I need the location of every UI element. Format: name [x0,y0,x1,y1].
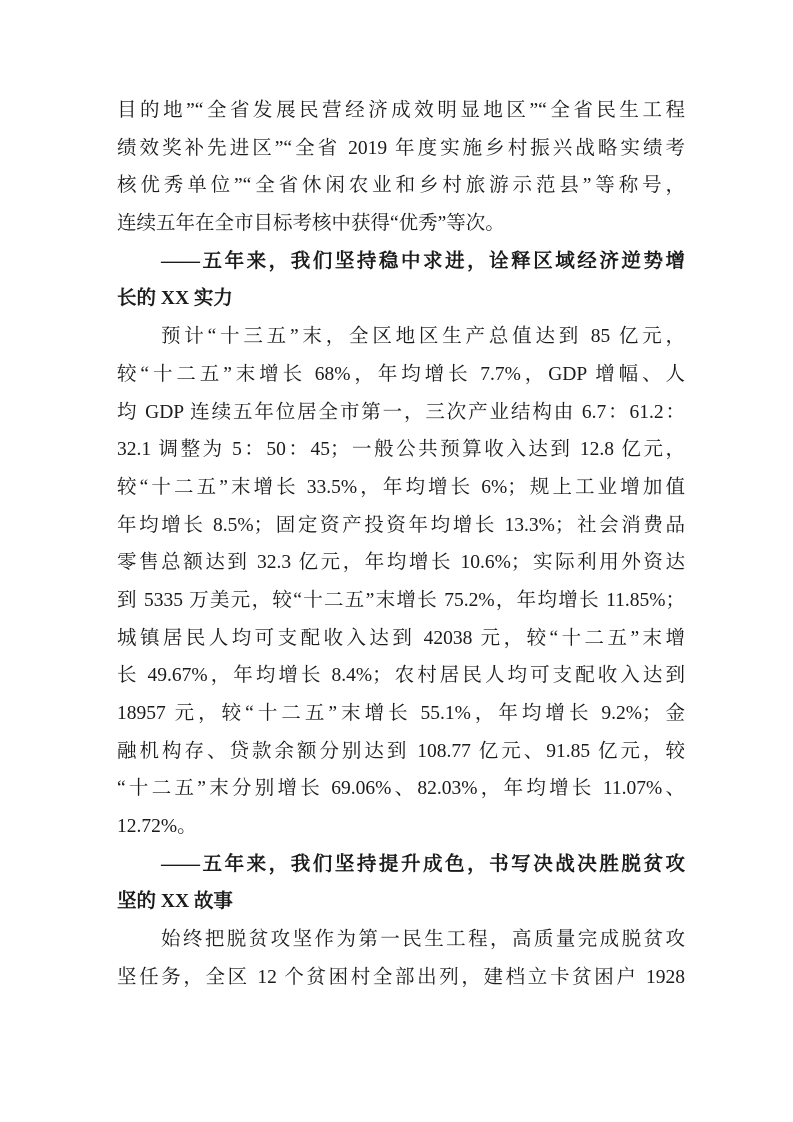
text-line: 较“十二五”末增长 68%，年均增长 7.7%，GDP 增幅、人 [117,363,685,385]
document-page-body [117,92,685,997]
text-line: “十二五”末分别增长 69.06%、82.03%，年均增长 11.07%、 [117,778,685,800]
text-line: 18957 元，较“十二五”末增长 55.1%，年均增长 9.2%；金 [117,703,685,724]
section-heading-line: ——五年来，我们坚持稳中求进，诠释区域经济逆势增 [161,250,685,272]
text-line: 32.1 调整为 5：50：45；一般公共预算收入达到 12.8 亿元， [117,439,685,461]
text-line: 连续五年在全市目标考核中获得“优秀”等次。 [117,213,505,235]
text-line: 12.72%。 [117,816,197,838]
text-line: 均 GDP 连续五年位居全市第一，三次产业结构由 6.7：61.2： [117,401,685,423]
section-heading-economy [117,243,685,318]
text-line: 城镇居民人均可支配收入达到 42038 元，较“十二五”末增 [117,627,685,649]
text-line: 核优秀单位”“全省休闲农业和乡村旅游示范县”等称号， [117,175,685,197]
section-heading-line: 坚的 XX 故事 [117,891,233,913]
section-heading-line: ——五年来，我们坚持提升成色，书写决战决胜脱贫攻 [161,853,685,875]
text-line: 较“十二五”末增长 33.5%，年均增长 6%；规上工业增加值 [117,476,685,498]
text-line: 始终把脱贫攻坚作为第一民生工程，高质量完成脱贫攻 [161,929,685,951]
text-line: 预计“十三五”末，全区地区生产总值达到 85 亿元， [161,326,685,348]
section-heading-line: 长的 XX 实力 [117,288,233,310]
text-line: 坚任务，全区 12 个贫困村全部出列，建档立卡贫困户 1928 [117,966,685,988]
text-line: 绩效奖补先进区”“全省 2019 年度实施乡村振兴战略实绩考 [117,137,685,159]
text-line: 年均增长 8.5%；固定资产投资年均增长 13.3%；社会消费品 [117,514,685,536]
text-line: 融机构存、贷款余额分别达到 108.77 亿元、91.85 亿元，较 [117,740,685,762]
text-line: 到 5335 万美元，较“十二五”末增长 75.2%，年均增长 11.85%； [117,589,685,611]
section-heading-poverty-alleviation [117,846,685,921]
paragraph-awards-continuation [117,92,685,243]
text-line: 目的地”“全省发展民营经济成效明显地区”“全省民生工程 [117,100,685,121]
text-line: 长 49.67%，年均增长 8.4%；农村居民人均可支配收入达到 [117,665,685,687]
paragraph-economic-statistics [117,318,685,846]
paragraph-poverty-alleviation [117,921,685,996]
text-line: 零售总额达到 32.3 亿元，年均增长 10.6%；实际利用外资达 [117,552,685,574]
